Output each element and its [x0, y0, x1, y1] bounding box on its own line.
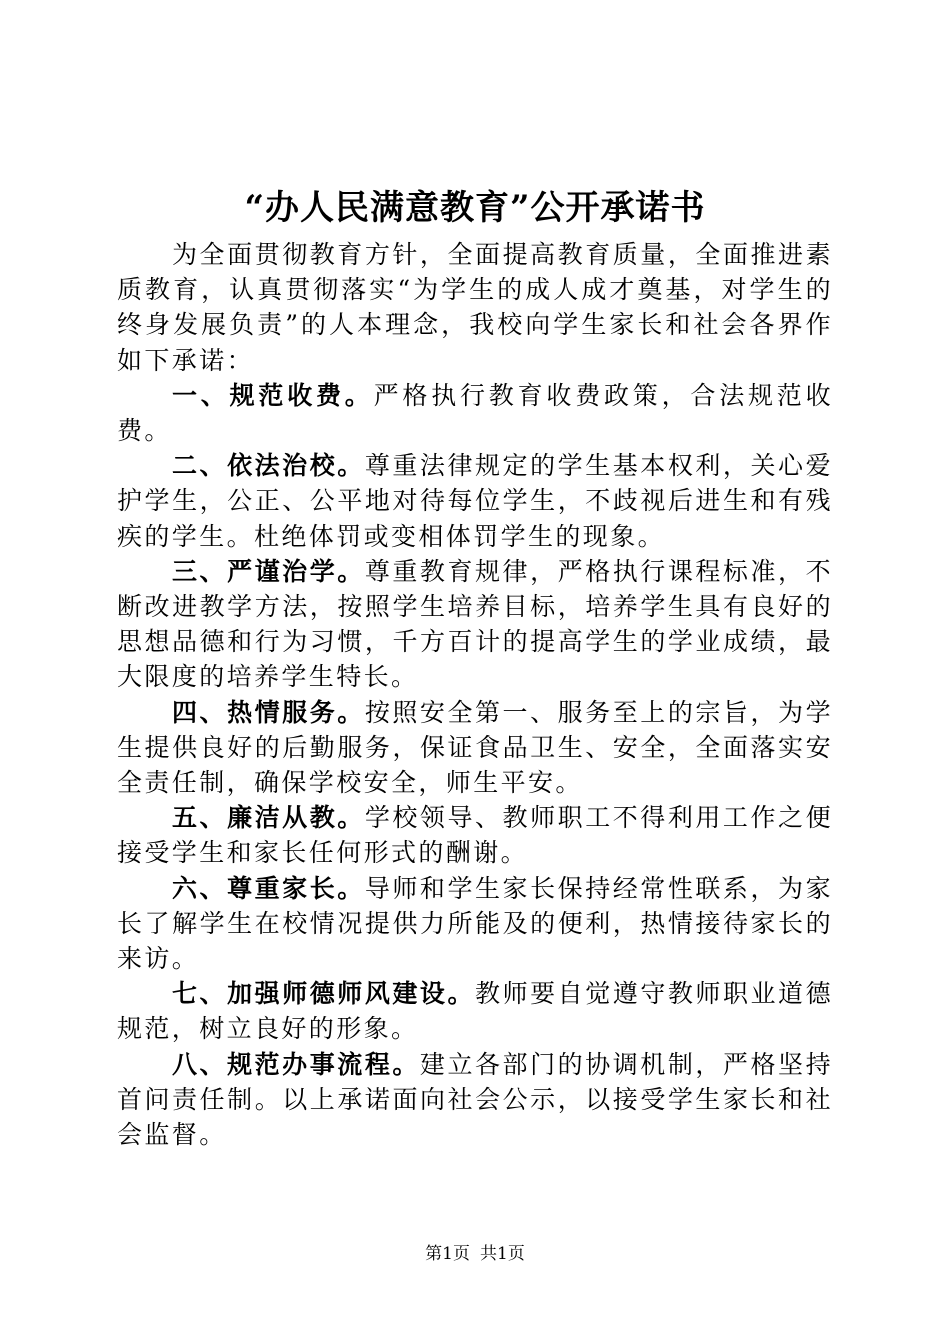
commitment-heading: 三、严谨治学。: [172, 556, 365, 586]
commitment-text: 教师要自觉遵守教师职业道德规范，树立良好的形象。: [117, 979, 834, 1044]
page-footer: [0, 1243, 950, 1265]
commitment-item-1: [117, 378, 833, 448]
commitment-text: 导师和学生家长保持经常性联系，为家长了解学生在校情况提供力所能及的便利，热情接待家长的来访。: [117, 873, 833, 974]
commitment-item-5: [117, 800, 833, 870]
commitment-text: 严格执行教育收费政策，合法规范收费。: [117, 380, 833, 446]
commitment-text: 学校领导、教师职工不得利用工作之便接受学生和家长任何形式的酬谢。: [117, 803, 833, 868]
commitment-item-3: [117, 554, 833, 695]
commitment-heading: 一、规范收费。: [172, 380, 374, 410]
commitment-heading: 六、尊重家长。: [172, 873, 365, 903]
commitment-item-7: [117, 976, 833, 1046]
commitment-item-2: [117, 448, 833, 554]
commitment-item-6: [117, 871, 833, 977]
document-body: [117, 237, 833, 1152]
commitment-text: 按照安全第一、服务至上的宗旨，为学生提供良好的后勤服务，保证食品卫生、安全，全面落实安全责任制，确保学校安全，师生平安。: [117, 697, 833, 798]
document-title: “办人民满意教育”公开承诺书: [244, 188, 706, 228]
commitment-text: 尊重教育规律，严格执行课程标准，不断改进教学方法，按照学生培养目标，培养学生具有良好的思想品德和行为习惯，千方百计的提高学生的学业成绩，最大限度的培养学生特长。: [117, 556, 833, 692]
commitment-item-8: [117, 1047, 833, 1153]
commitment-text: 尊重法律规定的学生基本权利，关心爱护学生，公正、公平地对待每位学生，不歧视后进生和有残疾的学生。杜绝体罚或变相体罚学生的现象。: [117, 451, 833, 551]
commitment-text: 建立各部门的协调机制，严格坚持首问责任制。以上承诺面向社会公示，以接受学生家长和社会监督。: [117, 1049, 833, 1150]
intro-paragraph: 为全面贯彻教育方针，全面提高教育质量，全面推进素质教育，认真贯彻落实“为学生的成人成才奠基，对学生的终身发展负责”的人本理念，我校向学生家长和社会各界作如下承诺：: [117, 240, 833, 375]
commitment-heading: 五、廉洁从教。: [172, 803, 365, 833]
commitment-heading: 四、热情服务。: [172, 697, 365, 727]
commitment-heading: 八、规范办事流程。: [172, 1049, 420, 1079]
page-number: 第1页: [425, 1244, 470, 1264]
commitment-item-4: [117, 695, 833, 801]
commitment-heading: 七、加强师德师风建设。: [172, 979, 476, 1009]
commitment-heading: 二、依法治校。: [172, 451, 365, 481]
page-total: 共1页: [480, 1244, 525, 1264]
